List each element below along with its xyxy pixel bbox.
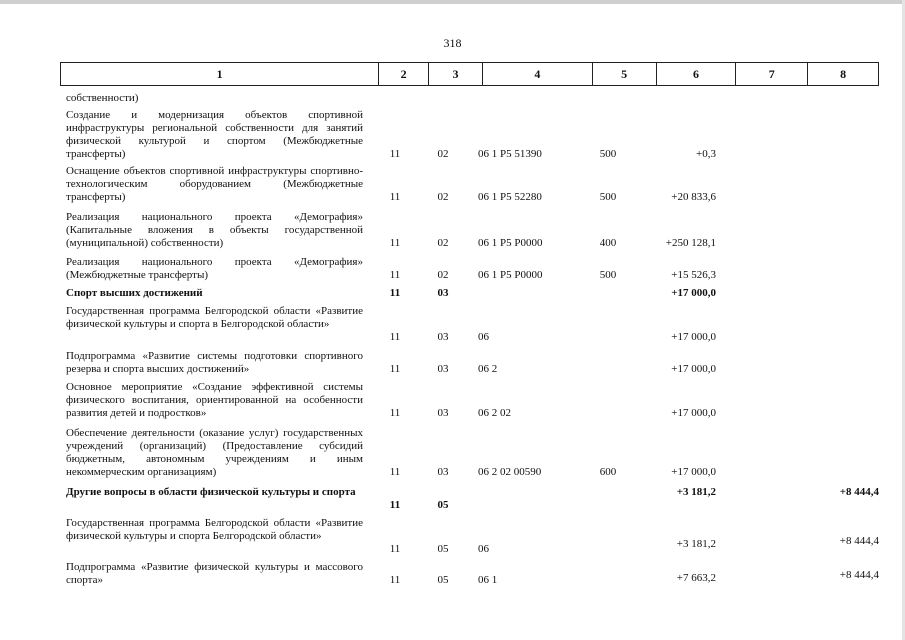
row-amount-col8: +8 444,4 — [839, 535, 879, 547]
row-section: 11 — [389, 287, 401, 299]
row-section: 11 — [389, 363, 401, 375]
row-description: Государственная программа Белгородской области «Развитие физической культуры и спорта Белгородской области» — [66, 517, 363, 542]
row-expense-type: 500 — [599, 148, 617, 160]
row-description: собственности) — [66, 92, 139, 104]
row-amount: +17 000,0 — [671, 331, 716, 343]
row-amount: +0,3 — [696, 148, 716, 160]
header-col-2: 2 — [379, 63, 429, 85]
row-section: 11 — [389, 574, 401, 586]
row-subsection: 03 — [437, 407, 449, 419]
row-amount: +17 000,0 — [671, 466, 716, 478]
table-row — [0, 427, 905, 479]
row-section: 11 — [389, 269, 401, 281]
row-section: 11 — [389, 191, 401, 203]
row-description: Государственная программа Белгородской области «Развитие физической культуры и спорта в Белгородской области» — [66, 305, 363, 330]
row-amount: +17 000,0 — [671, 287, 716, 299]
table-row — [0, 486, 905, 512]
header-col-7: 7 — [736, 63, 808, 85]
table-header — [60, 62, 879, 86]
row-amount-col8: +8 444,4 — [839, 486, 879, 498]
row-subsection: 05 — [437, 543, 449, 555]
table-row — [0, 165, 905, 204]
row-section: 11 — [389, 407, 401, 419]
table-row — [0, 561, 905, 587]
page-number: 318 — [443, 36, 462, 50]
table-row — [0, 305, 905, 344]
row-subsection: 02 — [437, 148, 449, 160]
row-description: Реализация национального проекта «Демография» (Межбюджетные трансферты) — [66, 256, 363, 281]
row-section: 11 — [389, 237, 401, 249]
row-target-code: 06 1 — [478, 574, 498, 586]
row-target-code: 06 1 P5 51390 — [478, 148, 542, 160]
row-target-code: 06 — [478, 543, 489, 555]
row-section: 11 — [389, 543, 401, 555]
row-description: Обеспечение деятельности (оказание услуг) государственных учреждений (организаций) (Предоставление субсидий бюджетным, автономным учреждениям и иным некоммерческим организациям) — [66, 427, 363, 478]
row-section: 11 — [389, 499, 401, 511]
header-col-8: 8 — [840, 66, 847, 81]
row-target-code: 06 2 02 00590 — [478, 466, 542, 478]
row-amount: +20 833,6 — [671, 191, 716, 203]
row-subsection: 05 — [437, 499, 449, 511]
row-subsection: 05 — [437, 574, 449, 586]
row-amount: +3 181,2 — [676, 538, 716, 550]
table-row — [0, 256, 905, 282]
row-subsection: 03 — [437, 466, 449, 478]
row-expense-type: 500 — [599, 269, 617, 281]
row-description: Подпрограмма «Развитие физической культуры и массового спорта» — [66, 561, 363, 586]
row-subsection: 03 — [437, 331, 449, 343]
row-amount: +7 663,2 — [676, 572, 716, 584]
table-row — [0, 92, 905, 105]
row-subsection: 02 — [437, 191, 449, 203]
table-row — [0, 350, 905, 376]
header-col-4: 4 — [483, 63, 593, 85]
row-section: 11 — [389, 466, 401, 478]
row-target-code: 06 2 02 — [478, 407, 511, 419]
row-description: Другие вопросы в области физической культуры и спорта — [66, 486, 356, 498]
table-row — [0, 211, 905, 250]
row-amount: +17 000,0 — [671, 407, 716, 419]
row-amount-col8: +8 444,4 — [839, 569, 879, 581]
row-description: Основное мероприятие «Создание эффективной системы физического воспитания, ориентированной на особенности развития детей и подростков» — [66, 381, 363, 419]
row-description: Создание и модернизация объектов спортивной инфраструктуры региональной собственности для занятий физической культурой и спортом (Межбюджетные трансферты) — [66, 109, 363, 160]
row-target-code: 06 1 P5 P0000 — [478, 269, 543, 281]
table-row — [0, 381, 905, 420]
row-subsection: 03 — [437, 363, 449, 375]
row-amount: +3 181,2 — [676, 486, 716, 498]
row-target-code: 06 1 P5 P0000 — [478, 237, 543, 249]
header-col-5: 5 — [593, 63, 657, 85]
row-amount: +15 526,3 — [671, 269, 716, 281]
row-expense-type: 400 — [599, 237, 617, 249]
row-section: 11 — [389, 331, 401, 343]
row-subsection: 02 — [437, 237, 449, 249]
table-row — [0, 287, 905, 300]
header-col-1: 1 — [61, 63, 379, 85]
table-row — [0, 517, 905, 556]
row-amount: +17 000,0 — [671, 363, 716, 375]
row-description: Реализация национального проекта «Демография» (Капитальные вложения в объекты государственной (муниципальной) собственности) — [66, 211, 363, 249]
row-expense-type: 500 — [599, 191, 617, 203]
header-col-3: 3 — [429, 63, 483, 85]
row-target-code: 06 2 — [478, 363, 498, 375]
header-col-6: 6 — [657, 63, 737, 85]
row-subsection: 03 — [437, 287, 449, 299]
scan-top-edge — [0, 0, 905, 4]
row-target-code: 06 — [478, 331, 489, 343]
row-target-code: 06 1 P5 52280 — [478, 191, 542, 203]
row-description: Спорт высших достижений — [66, 287, 203, 299]
row-expense-type: 600 — [599, 466, 617, 478]
row-amount: +250 128,1 — [665, 237, 716, 249]
row-subsection: 02 — [437, 269, 449, 281]
table-row — [0, 109, 905, 161]
row-section: 11 — [389, 148, 401, 160]
row-description: Оснащение объектов спортивной инфраструктуры спортивно-технологическим оборудованием (Межбюджетные трансферты) — [66, 165, 363, 203]
row-description: Подпрограмма «Развитие системы подготовки спортивного резерва и спорта высших достижений» — [66, 350, 363, 375]
